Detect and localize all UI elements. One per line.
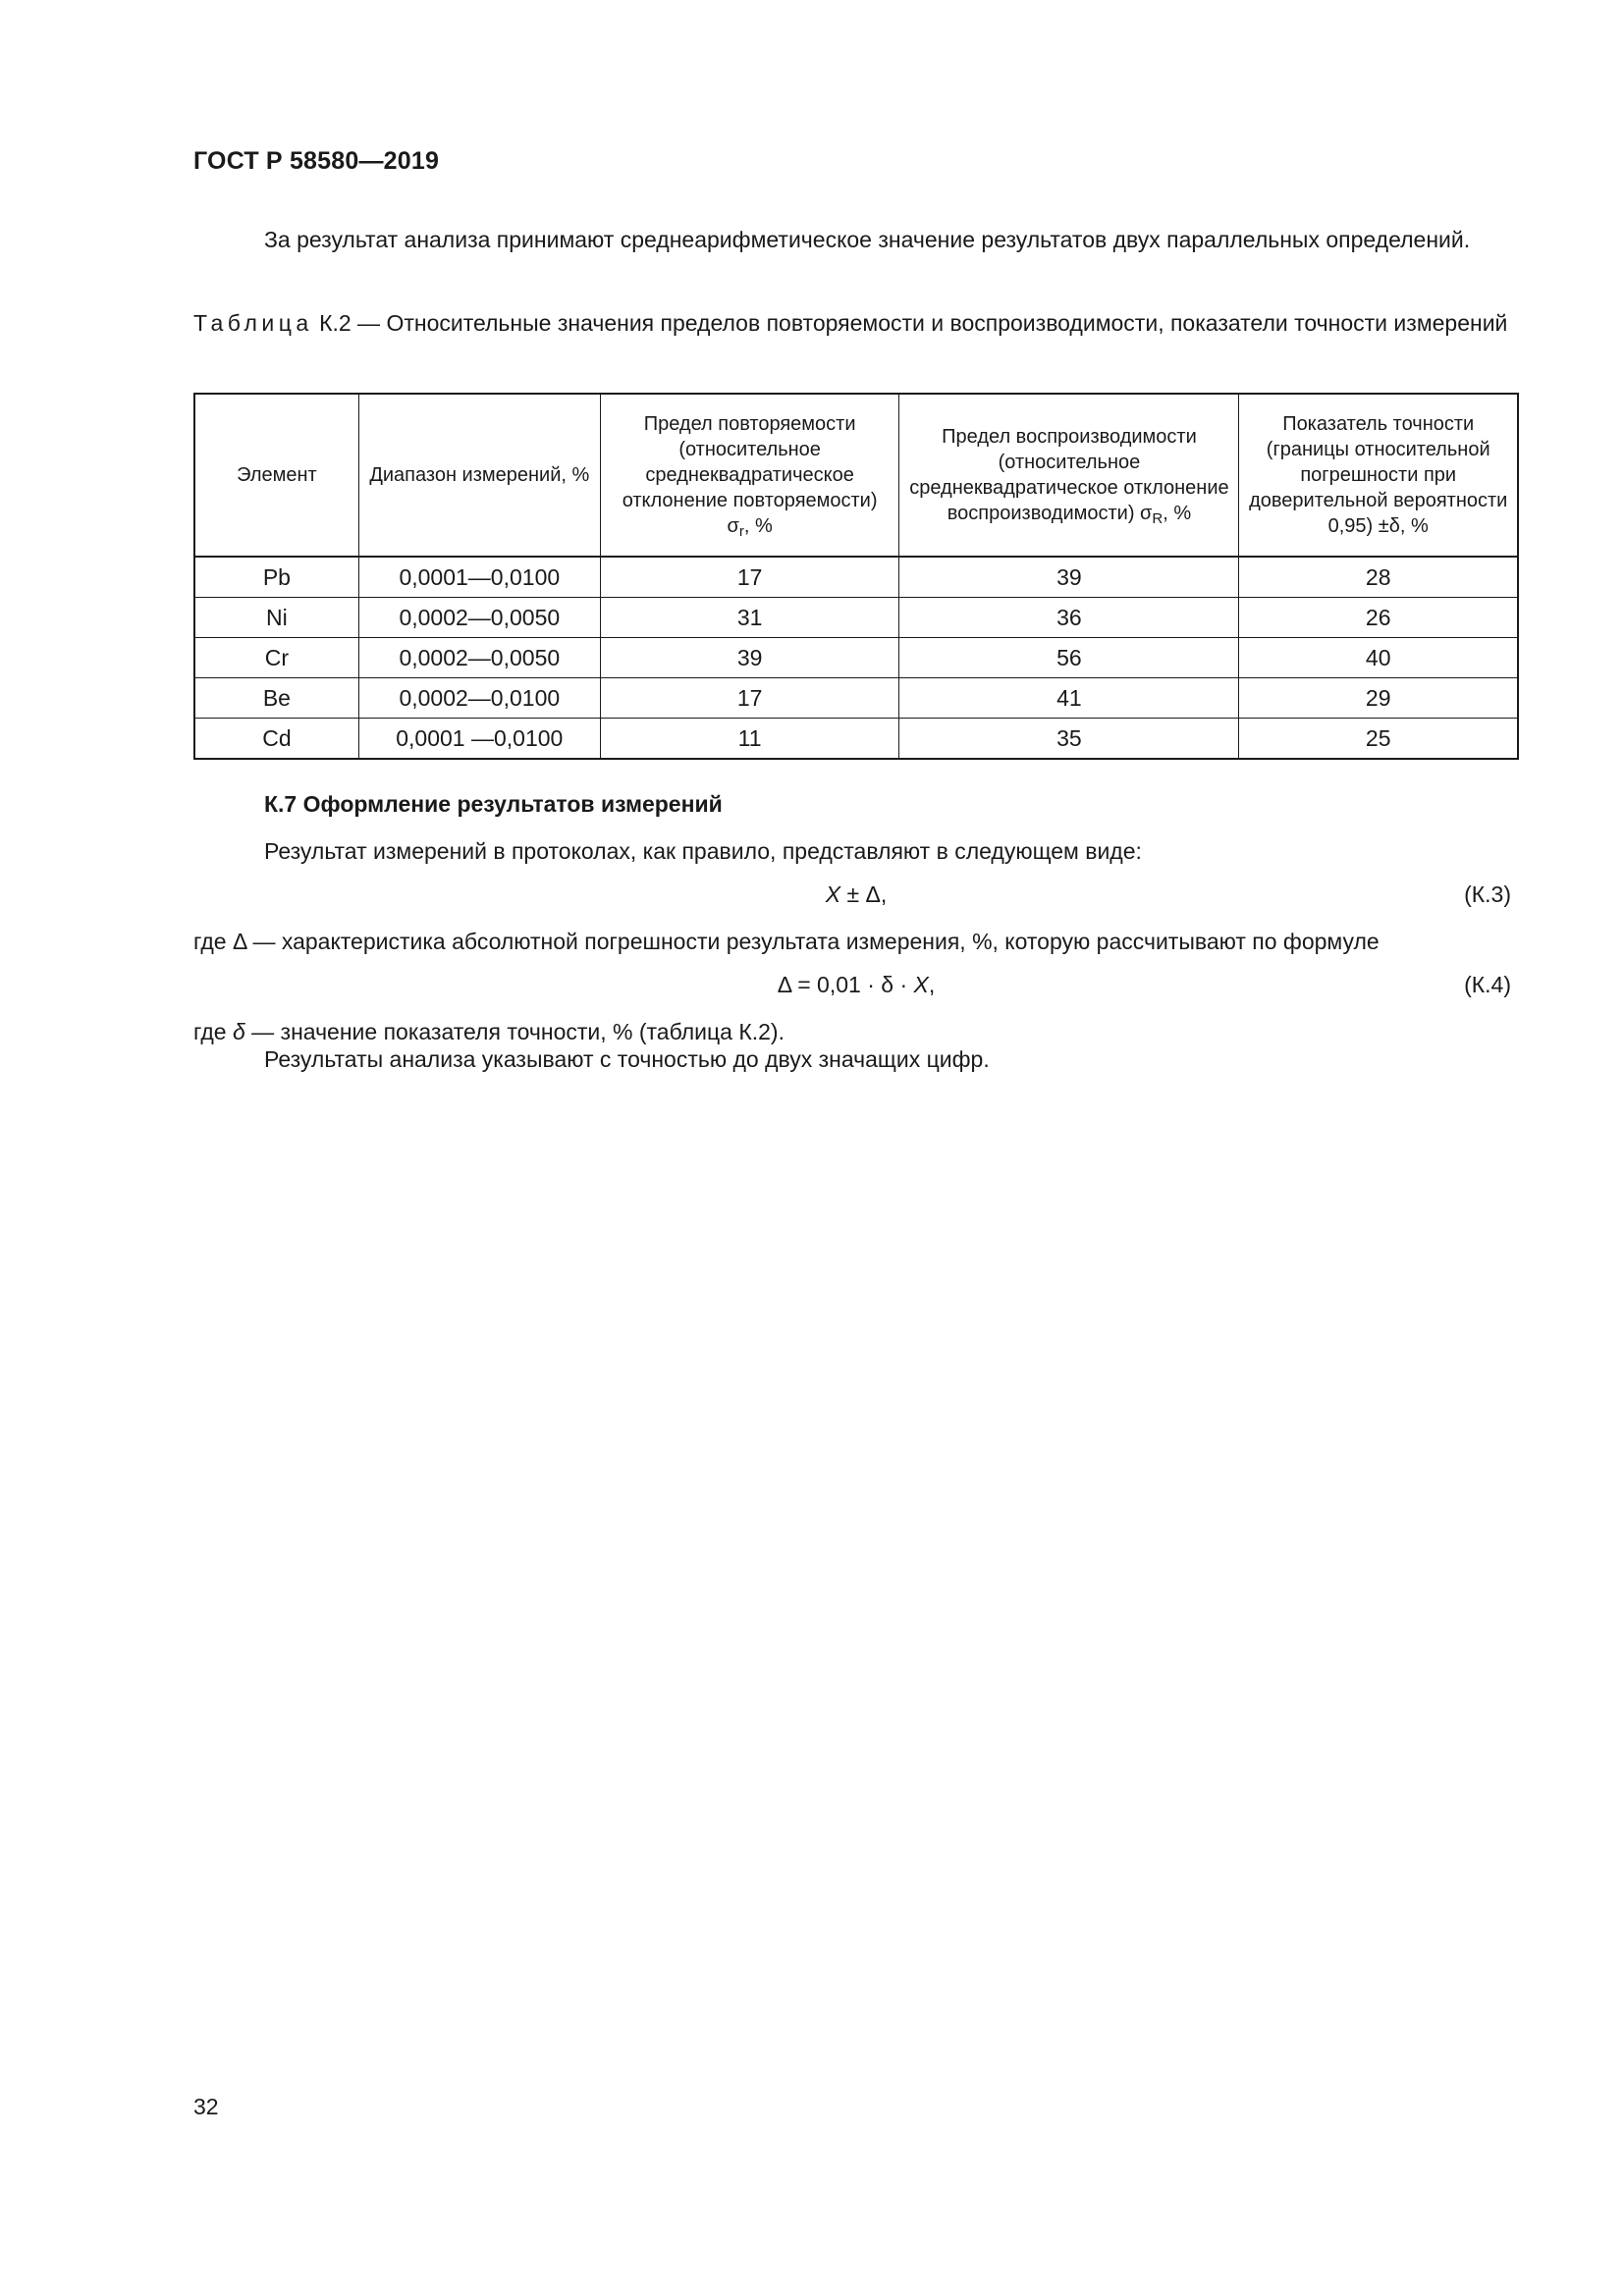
formula-k4-tail: , xyxy=(928,972,936,997)
intro-paragraph: За результат анализа принимают среднеарифметическое значение результатов двух параллельных определений. xyxy=(264,227,1471,252)
where-sigma-text: — значение показателя точности, % (таблица К.2). xyxy=(244,1019,785,1044)
cell-accuracy: 29 xyxy=(1239,678,1518,719)
where-delta-paragraph: где Δ — характеристика абсолютной погрешности результата измерения, %, которую рассчитывают по формуле xyxy=(193,929,1380,954)
cell-range: 0,0002—0,0050 xyxy=(358,638,600,678)
formula-k3-variable: X xyxy=(825,881,841,907)
cell-range: 0,0002—0,0050 xyxy=(358,598,600,638)
cell-accuracy: 25 xyxy=(1239,719,1518,760)
section-intro-paragraph: Результат измерений в протоколах, как правило, представляют в следующем виде: xyxy=(264,838,1142,864)
cell-element: Cd xyxy=(194,719,358,760)
where-sigma-symbol: δ xyxy=(232,1019,245,1044)
cell-range: 0,0001—0,0100 xyxy=(358,557,600,598)
table-row xyxy=(194,678,1518,719)
page-number: 32 xyxy=(193,2094,219,2119)
cell-repeatability: 17 xyxy=(600,557,899,598)
where-sigma-paragraph xyxy=(193,1017,1519,1046)
cell-element: Pb xyxy=(194,557,358,598)
formula-k3-rest: ± Δ, xyxy=(840,881,888,907)
cell-repeatability: 11 xyxy=(600,719,899,760)
table-caption-label: Таблица xyxy=(193,310,313,336)
formula-k3-number: (К.3) xyxy=(1464,881,1511,907)
header-repeatability-tail: , % xyxy=(743,515,773,537)
cell-repeatability: 31 xyxy=(600,598,899,638)
cell-reproducibility: 35 xyxy=(899,719,1239,760)
table-row xyxy=(194,719,1518,760)
table-row xyxy=(194,598,1518,638)
header-element: Элемент xyxy=(194,394,358,557)
header-range: Диапазон измерений, % xyxy=(358,394,600,557)
header-repeatability xyxy=(600,394,899,557)
table-header-row xyxy=(194,394,1518,557)
table-row xyxy=(194,638,1518,678)
cell-reproducibility: 36 xyxy=(899,598,1239,638)
cell-reproducibility: 41 xyxy=(899,678,1239,719)
cell-accuracy: 26 xyxy=(1239,598,1518,638)
cell-range: 0,0001 —0,0100 xyxy=(358,719,600,760)
header-reproducibility xyxy=(899,394,1239,557)
formula-k4-expression xyxy=(193,972,1519,998)
section-title: К.7 Оформление результатов измерений xyxy=(264,791,723,817)
cell-accuracy: 28 xyxy=(1239,557,1518,598)
formula-k4-variable: X xyxy=(913,972,929,997)
where-sigma-prefix: где xyxy=(193,1019,233,1044)
cell-repeatability: 39 xyxy=(600,638,899,678)
precision-table xyxy=(193,393,1519,760)
cell-repeatability: 17 xyxy=(600,678,899,719)
header-repeatability-text: Предел повторяемости (относительное среднеквадратическое отклонение повторяемости) σ xyxy=(622,413,878,537)
header-repeatability-sub: r xyxy=(738,523,744,540)
cell-reproducibility: 39 xyxy=(899,557,1239,598)
cell-element: Be xyxy=(194,678,358,719)
document-header: ГОСТ Р 58580—2019 xyxy=(193,147,440,175)
cell-accuracy: 40 xyxy=(1239,638,1518,678)
final-paragraph: Результаты анализа указывают с точностью до двух значащих цифр. xyxy=(264,1046,990,1072)
header-reproducibility-text: Предел воспроизводимости (относительное среднеквадратическое отклонение воспроизводимости) σ xyxy=(909,426,1229,524)
header-reproducibility-sub: R xyxy=(1152,510,1164,527)
formula-k3-expression xyxy=(193,881,1519,908)
formula-k4-number: (К.4) xyxy=(1464,972,1511,997)
formula-k4-lead: Δ = 0,01 · δ · xyxy=(777,972,914,997)
table-row xyxy=(194,557,1518,598)
cell-reproducibility: 56 xyxy=(899,638,1239,678)
table-caption xyxy=(193,308,1519,338)
header-accuracy: Показатель точности (границы относительной погрешности при доверительной вероятности 0,95) ±δ, % xyxy=(1239,394,1518,557)
cell-element: Cr xyxy=(194,638,358,678)
cell-range: 0,0002—0,0100 xyxy=(358,678,600,719)
cell-element: Ni xyxy=(194,598,358,638)
table-caption-text: К.2 — Относительные значения пределов повторяемости и воспроизводимости, показатели точности измерений xyxy=(319,310,1508,336)
header-reproducibility-tail: , % xyxy=(1163,503,1192,524)
